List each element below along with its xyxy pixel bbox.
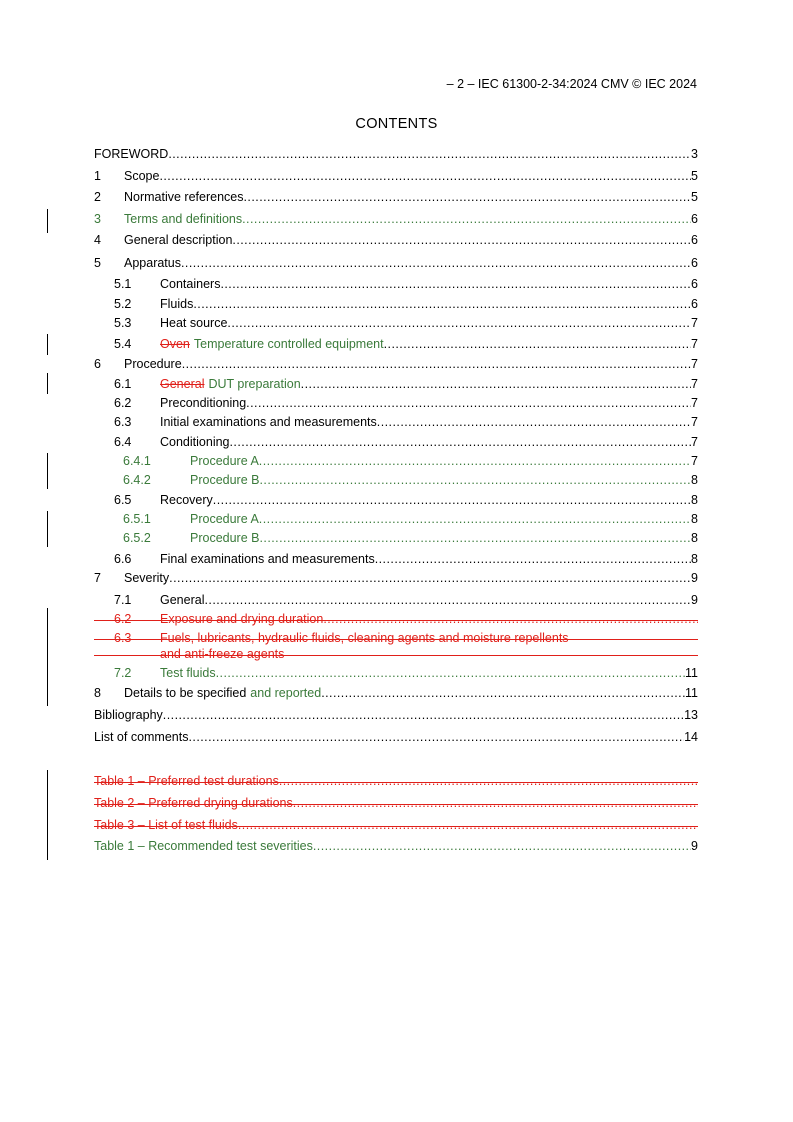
toc-label: Preconditioning — [160, 396, 247, 410]
toc-label: Severity — [124, 571, 170, 585]
toc-label: FOREWORD — [94, 147, 169, 161]
toc-number: 7 — [94, 571, 101, 585]
toc-label: Conditioning — [160, 435, 230, 449]
toc-number: 7.2 — [114, 666, 132, 680]
toc-entry-final-examinations[interactable] — [94, 551, 698, 567]
toc-entry-temperature-controlled-equipment[interactable] — [94, 336, 698, 352]
toc-entry-deleted-fuels-lubricants-cont — [94, 646, 698, 662]
toc-label: Procedure B — [190, 531, 260, 545]
table-label: Table 1 – Recommended test severities — [94, 839, 313, 853]
toc-number: 6 — [94, 357, 101, 371]
toc-number: 6.3 — [114, 415, 132, 429]
toc-entry-bibliography[interactable] — [94, 707, 698, 723]
toc-number: 1 — [94, 169, 101, 183]
toc-label: Details to be specified — [124, 686, 247, 700]
toc-page: 7 — [691, 357, 698, 371]
toc-number: 5.1 — [114, 277, 132, 291]
toc-number: 7.1 — [114, 593, 132, 607]
toc-label: Normative references — [124, 190, 244, 204]
toc-number: 6.2 — [114, 612, 132, 626]
toc-number: 8 — [94, 686, 101, 700]
toc-page: 6 — [691, 277, 698, 291]
toc-entry-list-of-comments[interactable] — [94, 729, 698, 745]
toc-label: Test fluids — [160, 666, 216, 680]
change-bar — [47, 608, 48, 706]
toc-entry-deleted-exposure-drying — [94, 611, 698, 627]
toc-number: 6.1 — [114, 377, 132, 391]
toc-entry-severity[interactable] — [94, 570, 698, 586]
toc-entry-preconditioning[interactable] — [94, 395, 698, 411]
toc-number: 6.3 — [114, 631, 132, 645]
toc-entry-recovery[interactable] — [94, 492, 698, 508]
toc-label: General — [160, 593, 205, 607]
toc-label: Procedure — [124, 357, 182, 371]
toc-page: 7 — [691, 415, 698, 429]
toc-label-deleted: General — [160, 377, 205, 391]
toc-number: 6.5.2 — [123, 531, 151, 545]
toc-page: 5 — [691, 169, 698, 183]
table-entry-deleted — [94, 817, 698, 833]
toc-number: 6.2 — [114, 396, 132, 410]
table-label: Table 2 – Preferred drying durations — [94, 796, 293, 810]
toc-entry-initial-examinations[interactable] — [94, 414, 698, 430]
toc-number: 6.5.1 — [123, 512, 151, 526]
toc-entry-heat-source[interactable] — [94, 315, 698, 331]
toc-page: 9 — [691, 571, 698, 585]
toc-label: List of comments — [94, 730, 189, 744]
toc-entry-recovery-procedure-b[interactable] — [94, 530, 698, 546]
toc-label: Recovery — [160, 493, 213, 507]
toc-label: Heat source — [160, 316, 228, 330]
toc-label: Apparatus — [124, 256, 181, 270]
toc-label: Terms and definitions — [124, 212, 243, 226]
toc-page: 7 — [691, 337, 698, 351]
toc-page: 7 — [691, 377, 698, 391]
toc-entry-conditioning-procedure-a[interactable] — [94, 453, 698, 469]
toc-number: 6.4.1 — [123, 454, 151, 468]
toc-label: Temperature controlled equipment — [193, 337, 384, 351]
toc-entry-procedure[interactable] — [94, 356, 698, 372]
toc-entry-containers[interactable] — [94, 276, 698, 292]
toc-entry-scope[interactable] — [94, 168, 698, 184]
toc-entry-fluids[interactable] — [94, 296, 698, 312]
table-entry-recommended-severities[interactable] — [94, 838, 698, 854]
page-header: – 2 – IEC 61300-2-34:2024 CMV © IEC 2024 — [446, 77, 697, 91]
toc-label-added: and reported — [250, 686, 322, 700]
toc-page: 8 — [691, 531, 698, 545]
toc-label: Procedure A — [190, 512, 259, 526]
toc-number: 5.3 — [114, 316, 132, 330]
toc-label: Final examinations and measurements — [160, 552, 375, 566]
toc-number: 4 — [94, 233, 101, 247]
toc-page: 8 — [691, 552, 698, 566]
toc-page: 7 — [691, 454, 698, 468]
toc-page: 11 — [685, 666, 698, 680]
change-bar — [47, 770, 48, 860]
toc-number: 6.4 — [114, 435, 132, 449]
toc-number: 5.4 — [114, 337, 132, 351]
toc-page: 13 — [684, 708, 698, 722]
toc-label: Fluids — [160, 297, 194, 311]
toc-page: 8 — [691, 493, 698, 507]
toc-page: 6 — [691, 297, 698, 311]
toc-page: 3 — [691, 147, 698, 161]
toc-label: DUT preparation — [208, 377, 301, 391]
toc-label: Bibliography — [94, 708, 163, 722]
toc-label: Scope — [124, 169, 160, 183]
toc-page: 6 — [691, 256, 698, 270]
toc-page: 6 — [691, 212, 698, 226]
table-entry-deleted — [94, 795, 698, 811]
change-bar — [47, 209, 48, 233]
toc-number: 5.2 — [114, 297, 132, 311]
toc-number: 3 — [94, 212, 101, 226]
toc-entry-dut-preparation[interactable] — [94, 376, 698, 392]
toc-label: Initial examinations and measurements — [160, 415, 377, 429]
toc-number: 6.4.2 — [123, 473, 151, 487]
toc-label: Fuels, lubricants, hydraulic fluids, cleaning agents and moisture repellents — [160, 631, 569, 645]
toc-page: 8 — [691, 473, 698, 487]
toc-number: 6.6 — [114, 552, 132, 566]
toc-page: 14 — [684, 730, 698, 744]
toc-number: 5 — [94, 256, 101, 270]
toc-page: 7 — [691, 396, 698, 410]
toc-label: Procedure A — [190, 454, 259, 468]
change-bar — [47, 511, 48, 547]
table-page: 9 — [691, 839, 698, 853]
toc-label: Containers — [160, 277, 221, 291]
toc-entry-normative-references[interactable] — [94, 189, 698, 205]
toc-number: 6.5 — [114, 493, 132, 507]
table-entry-deleted — [94, 773, 698, 789]
toc-page: 7 — [691, 316, 698, 330]
toc-label: Procedure B — [190, 473, 260, 487]
table-label: Table 1 – Preferred test durations — [94, 774, 279, 788]
toc-entry-recovery-procedure-a[interactable] — [94, 511, 698, 527]
toc-page: 5 — [691, 190, 698, 204]
change-bar — [47, 334, 48, 355]
toc-page: 9 — [691, 593, 698, 607]
toc-page: 6 — [691, 233, 698, 247]
toc-page: 11 — [685, 686, 698, 700]
toc-entry-general-description[interactable] — [94, 232, 698, 248]
toc-page: 7 — [691, 435, 698, 449]
toc-entry-severity-general[interactable] — [94, 592, 698, 608]
toc-entry-foreword[interactable] — [94, 146, 698, 162]
toc-label-deleted: Oven — [160, 337, 190, 351]
toc-entry-test-fluids[interactable] — [94, 665, 698, 681]
toc-entry-conditioning[interactable] — [94, 434, 698, 450]
toc-page: 8 — [691, 512, 698, 526]
toc-number: 2 — [94, 190, 101, 204]
toc-entry-terms-definitions[interactable] — [94, 211, 698, 227]
change-bar — [47, 453, 48, 489]
toc-label-continued: and anti-freeze agents — [160, 647, 285, 661]
toc-label: Exposure and drying duration — [160, 612, 324, 626]
toc-entry-details-specified[interactable] — [94, 685, 698, 701]
toc-entry-deleted-fuels-lubricants — [94, 630, 698, 646]
page-title: CONTENTS — [355, 116, 438, 132]
toc-entry-conditioning-procedure-b[interactable] — [94, 472, 698, 488]
change-bar — [47, 373, 48, 394]
toc-label: General description — [124, 233, 233, 247]
table-label: Table 3 – List of test fluids — [94, 818, 238, 832]
toc-entry-apparatus[interactable] — [94, 255, 698, 271]
